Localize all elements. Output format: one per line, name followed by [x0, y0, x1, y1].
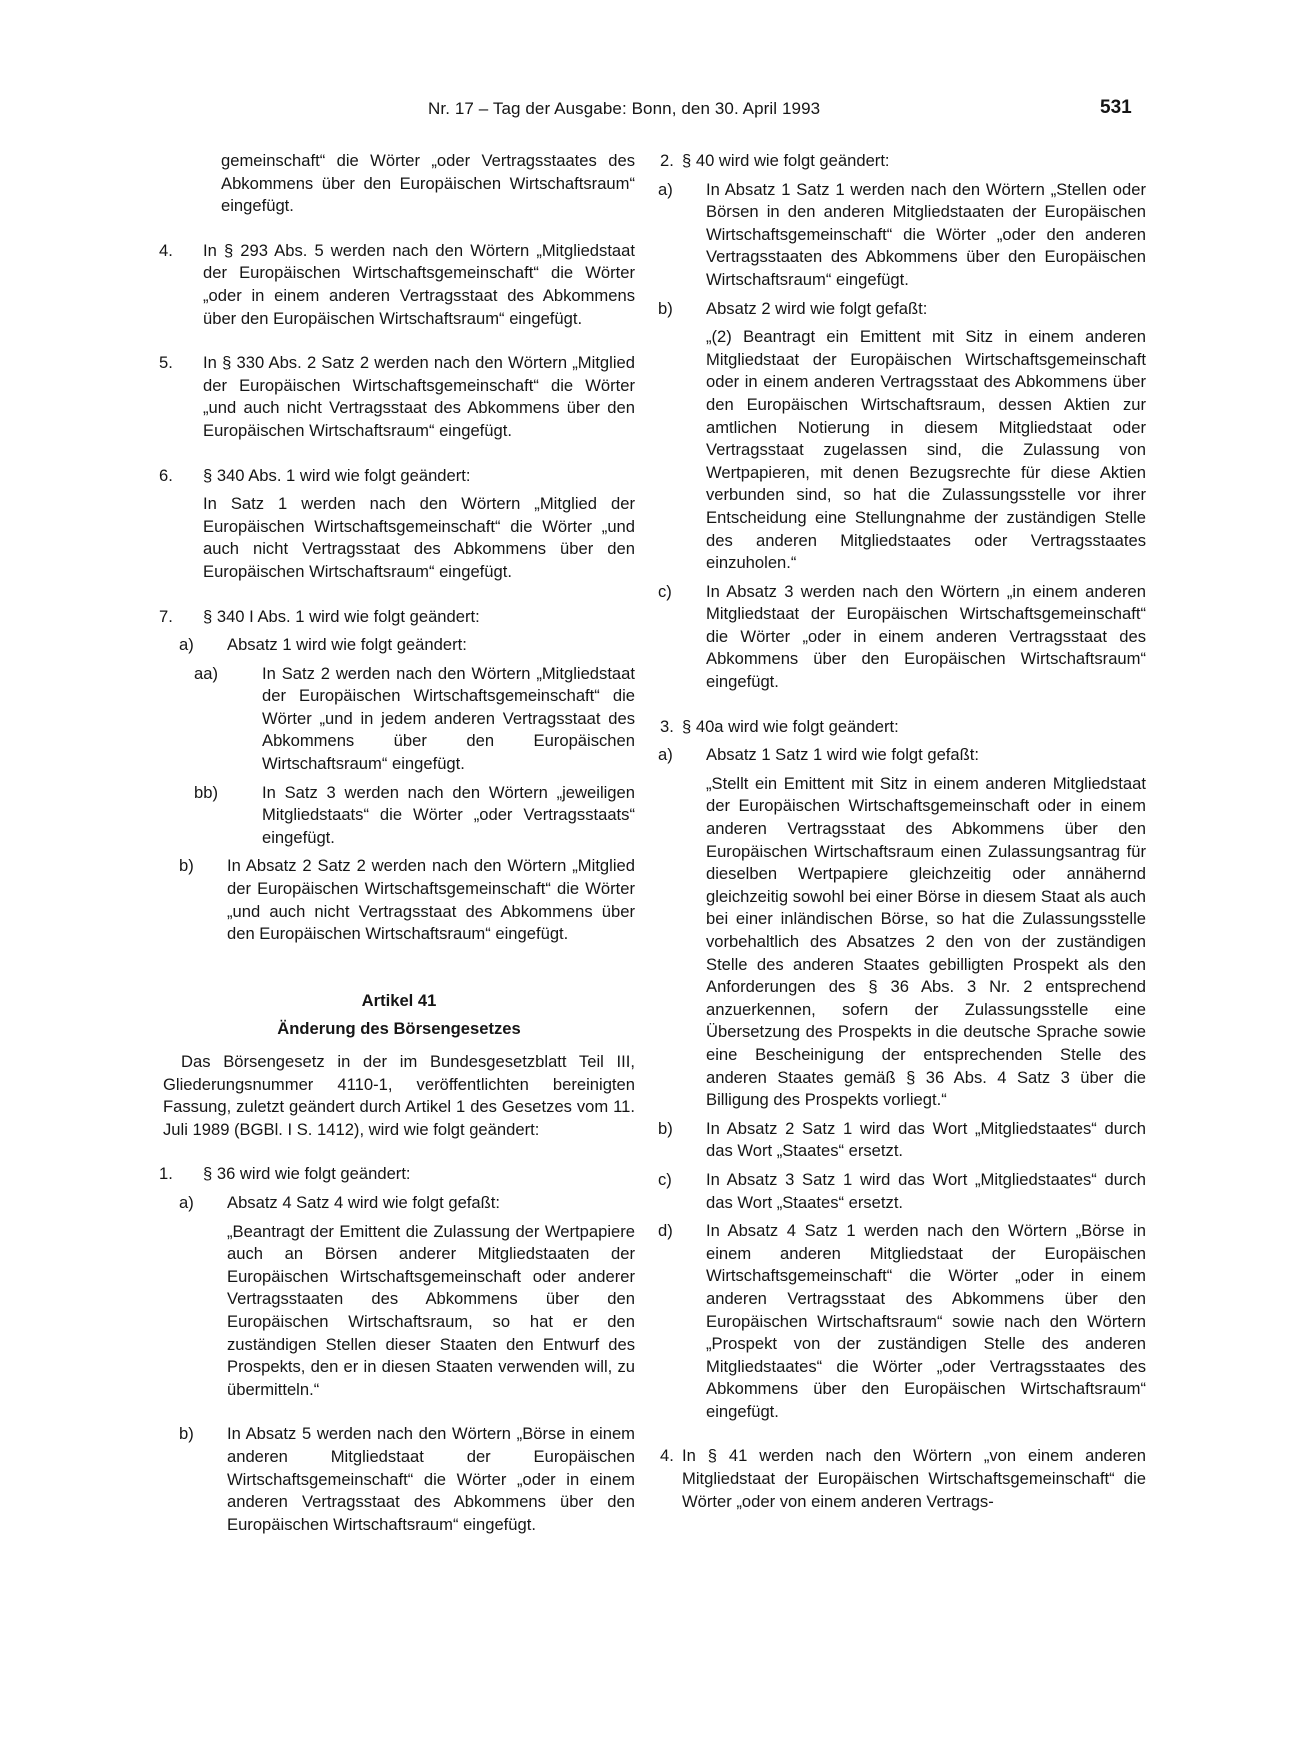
article-title: Artikel 41 — [361, 990, 437, 1010]
list-marker: b) — [179, 1424, 194, 1444]
list-item-4-right: 4. In § 41 werden nach den Wörtern „von einem anderen Mitgliedstaat der Europäischen Wirtschaftsgemeinschaft“ die Wörter „oder von einem anderen Vertrags- — [660, 1446, 1146, 1511]
quote-40a-abs1: „Stellt ein Emittent mit Sitz in einem anderen Mitgliedstaat der Europäischen Wirtschaftsgemeinschaft oder in einem anderen Vertragsstaat des Abkommens über den Europäischen Wirtschaftsraum einen Zulassungsantrag für dieselben Wertpapiere gleichzeitig oder annähernd gleichzeitig sowohl bei einer Börse in diesem Staat als auch bei einer inländischen Börse, so hat die Zulassungsstelle vorbehaltlich des Absatzes 2 den von der zuständigen Stelle des anderen Staates gebilligten Prospekt als den Anforderungen des § 36 Abs. 3 Nr. 2 entsprechend anzuerkennen, sofern der Zulassungsstelle eine Übersetzung des Prospekts in die deutsche Sprache sowie eine Bescheinigung der entsprechenden Stelle des anderen Staates gemäß § 36 Abs. 4 Satz 3 über die Billigung des Prospekts vorliegt.“ — [706, 773, 1146, 1110]
list-marker: b) — [658, 298, 673, 318]
list-item-7: 7. § 340 I Abs. 1 wird wie folgt geändert: — [181, 606, 635, 629]
sub-item-3b: b) In Absatz 2 Satz 1 wird das Wort „Mitgliedstaates“ durch das Wort „Staates“ ersetzt. — [658, 1118, 1146, 1161]
sub-item-1a: a) Absatz 4 Satz 4 wird wie folgt gefaßt: — [203, 1192, 635, 1215]
header-issue-info: Nr. 17 – Tag der Ausgabe: Bonn, den 30. April 1993 — [428, 99, 821, 118]
list-marker: a) — [179, 635, 194, 655]
sub-item-1b: b) In Absatz 5 werden nach den Wörtern „Börse in einem anderen Mitgliedstaat der Europäischen Wirtschaftsgemeinschaft“ die Wörter „oder in einem anderen Vertragsstaat des Abkommens über den Europäischen Wirtschaftsraum“ eingefügt. — [179, 1424, 635, 1534]
list-item-6: 6. § 340 Abs. 1 wird wie folgt geändert: In Satz 1 werden nach den Wörtern „Mitglied der Europäischen Wirtschaftsgemeinschaft“ die Wörter „und auch nicht Vertragsstaat des Abkommens über den Europäischen Wirtschaftsraum“ eingefügt. — [181, 465, 635, 584]
item-3-continuation: gemeinschaft“ die Wörter „oder Vertragsstaates des Abkommens über den Europäischen Wirtschaftsraum“ eingefügt. — [221, 151, 635, 216]
sub-item-3c: c) In Absatz 3 Satz 1 wird das Wort „Mitgliedstaates“ durch das Wort „Staates“ ersetzt. — [658, 1169, 1146, 1212]
sub-item-2b: b) Absatz 2 wird wie folgt gefaßt: — [682, 298, 1146, 321]
list-marker: b) — [658, 1118, 673, 1138]
list-item-5: 5. In § 330 Abs. 2 Satz 2 werden nach den Wörtern „Mitglied der Europäischen Wirtschaftsgemeinschaft“ die Wörter „und auch nicht Vertragsstaat des Abkommens über den Europäischen Wirtschaftsraum“ eingefügt. — [159, 353, 635, 440]
item-6-paragraph: In Satz 1 werden nach den Wörtern „Mitglied der Europäischen Wirtschaftsgemeinschaft“ die Wörter „und auch nicht Vertragsstaat des Abkommens über den Europäischen Wirtschaftsraum“ eingefügt. — [203, 494, 635, 581]
list-item-2: 2. § 40 wird wie folgt geändert: — [660, 150, 1146, 173]
quote-36-abs4: „Beantragt der Emittent die Zulassung der Wertpapiere auch an Börsen anderer Mitgliedstaaten der Europäischen Wirtschaftsgemeinschaft oder anderer Vertragsstaaten des Abkommens über den Europäischen Wirtschaftsraum, so hat er den zuständigen Stellen dieser Staaten den Entwurf des Prospekts, den er in diesen Staaten verwenden will, zu übermitteln.“ — [227, 1221, 635, 1399]
list-marker: 4. — [660, 1446, 674, 1466]
list-marker: d) — [658, 1221, 673, 1241]
left-column — [159, 150, 635, 1536]
list-item-3: 3. § 40a wird wie folgt geändert: — [660, 716, 1146, 739]
list-marker: c) — [658, 581, 672, 601]
sub-item-7b: b) In Absatz 2 Satz 2 werden nach den Wörtern „Mitglied der Europäischen Wirtschaftsgemeinschaft“ die Wörter „und auch nicht Vertragsstaat des Abkommens über den Europäischen Wirtschaftsraum“ eingefügt. — [179, 856, 635, 944]
list-marker: 3. — [660, 716, 674, 736]
list-marker: a) — [658, 179, 673, 199]
article-intro: Das Börsengesetz in der im Bundesgesetzblatt Teil III, Gliederungsnummer 4110-1, veröffentlichten bereinigten Fassung, zuletzt geändert durch Artikel 1 des Gesetzes vom 11. Juli 1989 (BGBl. I S. 1412), wird wie folgt geändert: — [163, 1052, 635, 1139]
list-marker: a) — [179, 1192, 194, 1212]
page-header — [0, 98, 1296, 124]
list-item-4: 4. In § 293 Abs. 5 werden nach den Wörtern „Mitgliedstaat der Europäischen Wirtschaftsgemeinschaft“ die Wörter „oder in einem anderen Vertragsstaat des Abkommens über den Europäischen Wirtschaftsraum“ eingefügt. — [159, 240, 635, 328]
list-marker: 2. — [660, 151, 674, 170]
sub-item-2a: a) In Absatz 1 Satz 1 werden nach den Wörtern „Stellen oder Börsen in den anderen Mitgliedstaaten der Europäischen Wirtschaftsgemeinschaft“ die Wörter „oder den anderen Vertragsstaaten des Abkommens über den Europäischen Wirtschaftsraum“ eingefügt. — [658, 179, 1146, 289]
list-item-1: 1. § 36 wird wie folgt geändert: — [181, 1163, 635, 1186]
list-marker: b) — [179, 856, 194, 876]
right-column — [660, 150, 1146, 1513]
sub-item-2c: c) In Absatz 3 werden nach den Wörtern „in einem anderen Mitgliedstaat der Europäischen Wirtschaftsgemeinschaft“ die Wörter „oder in einem anderen Vertragsstaat des Abkommens über den Europäischen Wirtschaftsraum“ eingefügt. — [658, 581, 1146, 692]
sub-item-7a: a) Absatz 1 wird wie folgt geändert: — [203, 634, 635, 657]
sub-item-3d: d) In Absatz 4 Satz 1 werden nach den Wörtern „Börse in einem anderen Mitgliedstaat der Europäischen Wirtschaftsgemeinschaft“ die Wörter „oder in einem anderen Vertragsstaat des Abkommens über den Europäischen Wirtschaftsraum“ sowie nach den Wörtern „Prospekt von der zuständigen Stelle des anderen Mitgliedstaates“ die Wörter „oder Vertragsstaates des Abkommens über den Europäischen Wirtschaftsraum“ eingefügt. — [658, 1221, 1146, 1421]
list-marker: c) — [658, 1169, 672, 1189]
quote-40-abs2: „(2) Beantragt ein Emittent mit Sitz in einem anderen Mitgliedstaat der Europäischen Wirtschaftsgemeinschaft oder in einem anderen Vertragsstaat des Abkommens über den Europäischen Wirtschaftsraum, dessen Aktien zur amtlichen Notierung in diesem Mitgliedstaat oder Vertragsstaat zugelassen sind, die Zulassung von Wertpapieren, mit denen Bezugsrechte für diese Aktien verbunden sind, so hat die Zulassungsstelle vor ihrer Entscheidung eine Stellungnahme der zuständigen Stelle des anderen Mitgliedstaates oder Vertragsstaates einzuholen.“ — [706, 327, 1146, 573]
list-marker: 5. — [159, 353, 173, 373]
list-marker: 6. — [159, 465, 173, 485]
list-marker: bb) — [194, 782, 218, 802]
sub-item-7a-aa: aa) In Satz 2 werden nach den Wörtern „Mitgliedstaat der Europäischen Wirtschaftsgemeinschaft“ die Wörter „und in jedem anderen Vertragsstaat des Abkommens über den Europäischen Wirtschaftsraum“ eingefügt. — [194, 663, 635, 774]
sub-item-7a-bb: bb) In Satz 3 werden nach den Wörtern „jeweiligen Mitgliedstaats“ die Wörter „oder Vertragsstaats“ eingefügt. — [194, 782, 635, 847]
page-number: 531 — [1100, 97, 1132, 118]
list-marker: a) — [658, 745, 673, 765]
list-marker: 4. — [159, 240, 173, 260]
article-subtitle: Änderung des Börsengesetzes — [277, 1019, 521, 1039]
list-marker: 1. — [159, 1164, 173, 1184]
list-marker: 7. — [159, 606, 173, 626]
sub-item-3a: a) Absatz 1 Satz 1 wird wie folgt gefaßt: — [682, 744, 1146, 767]
list-marker: aa) — [194, 663, 218, 683]
